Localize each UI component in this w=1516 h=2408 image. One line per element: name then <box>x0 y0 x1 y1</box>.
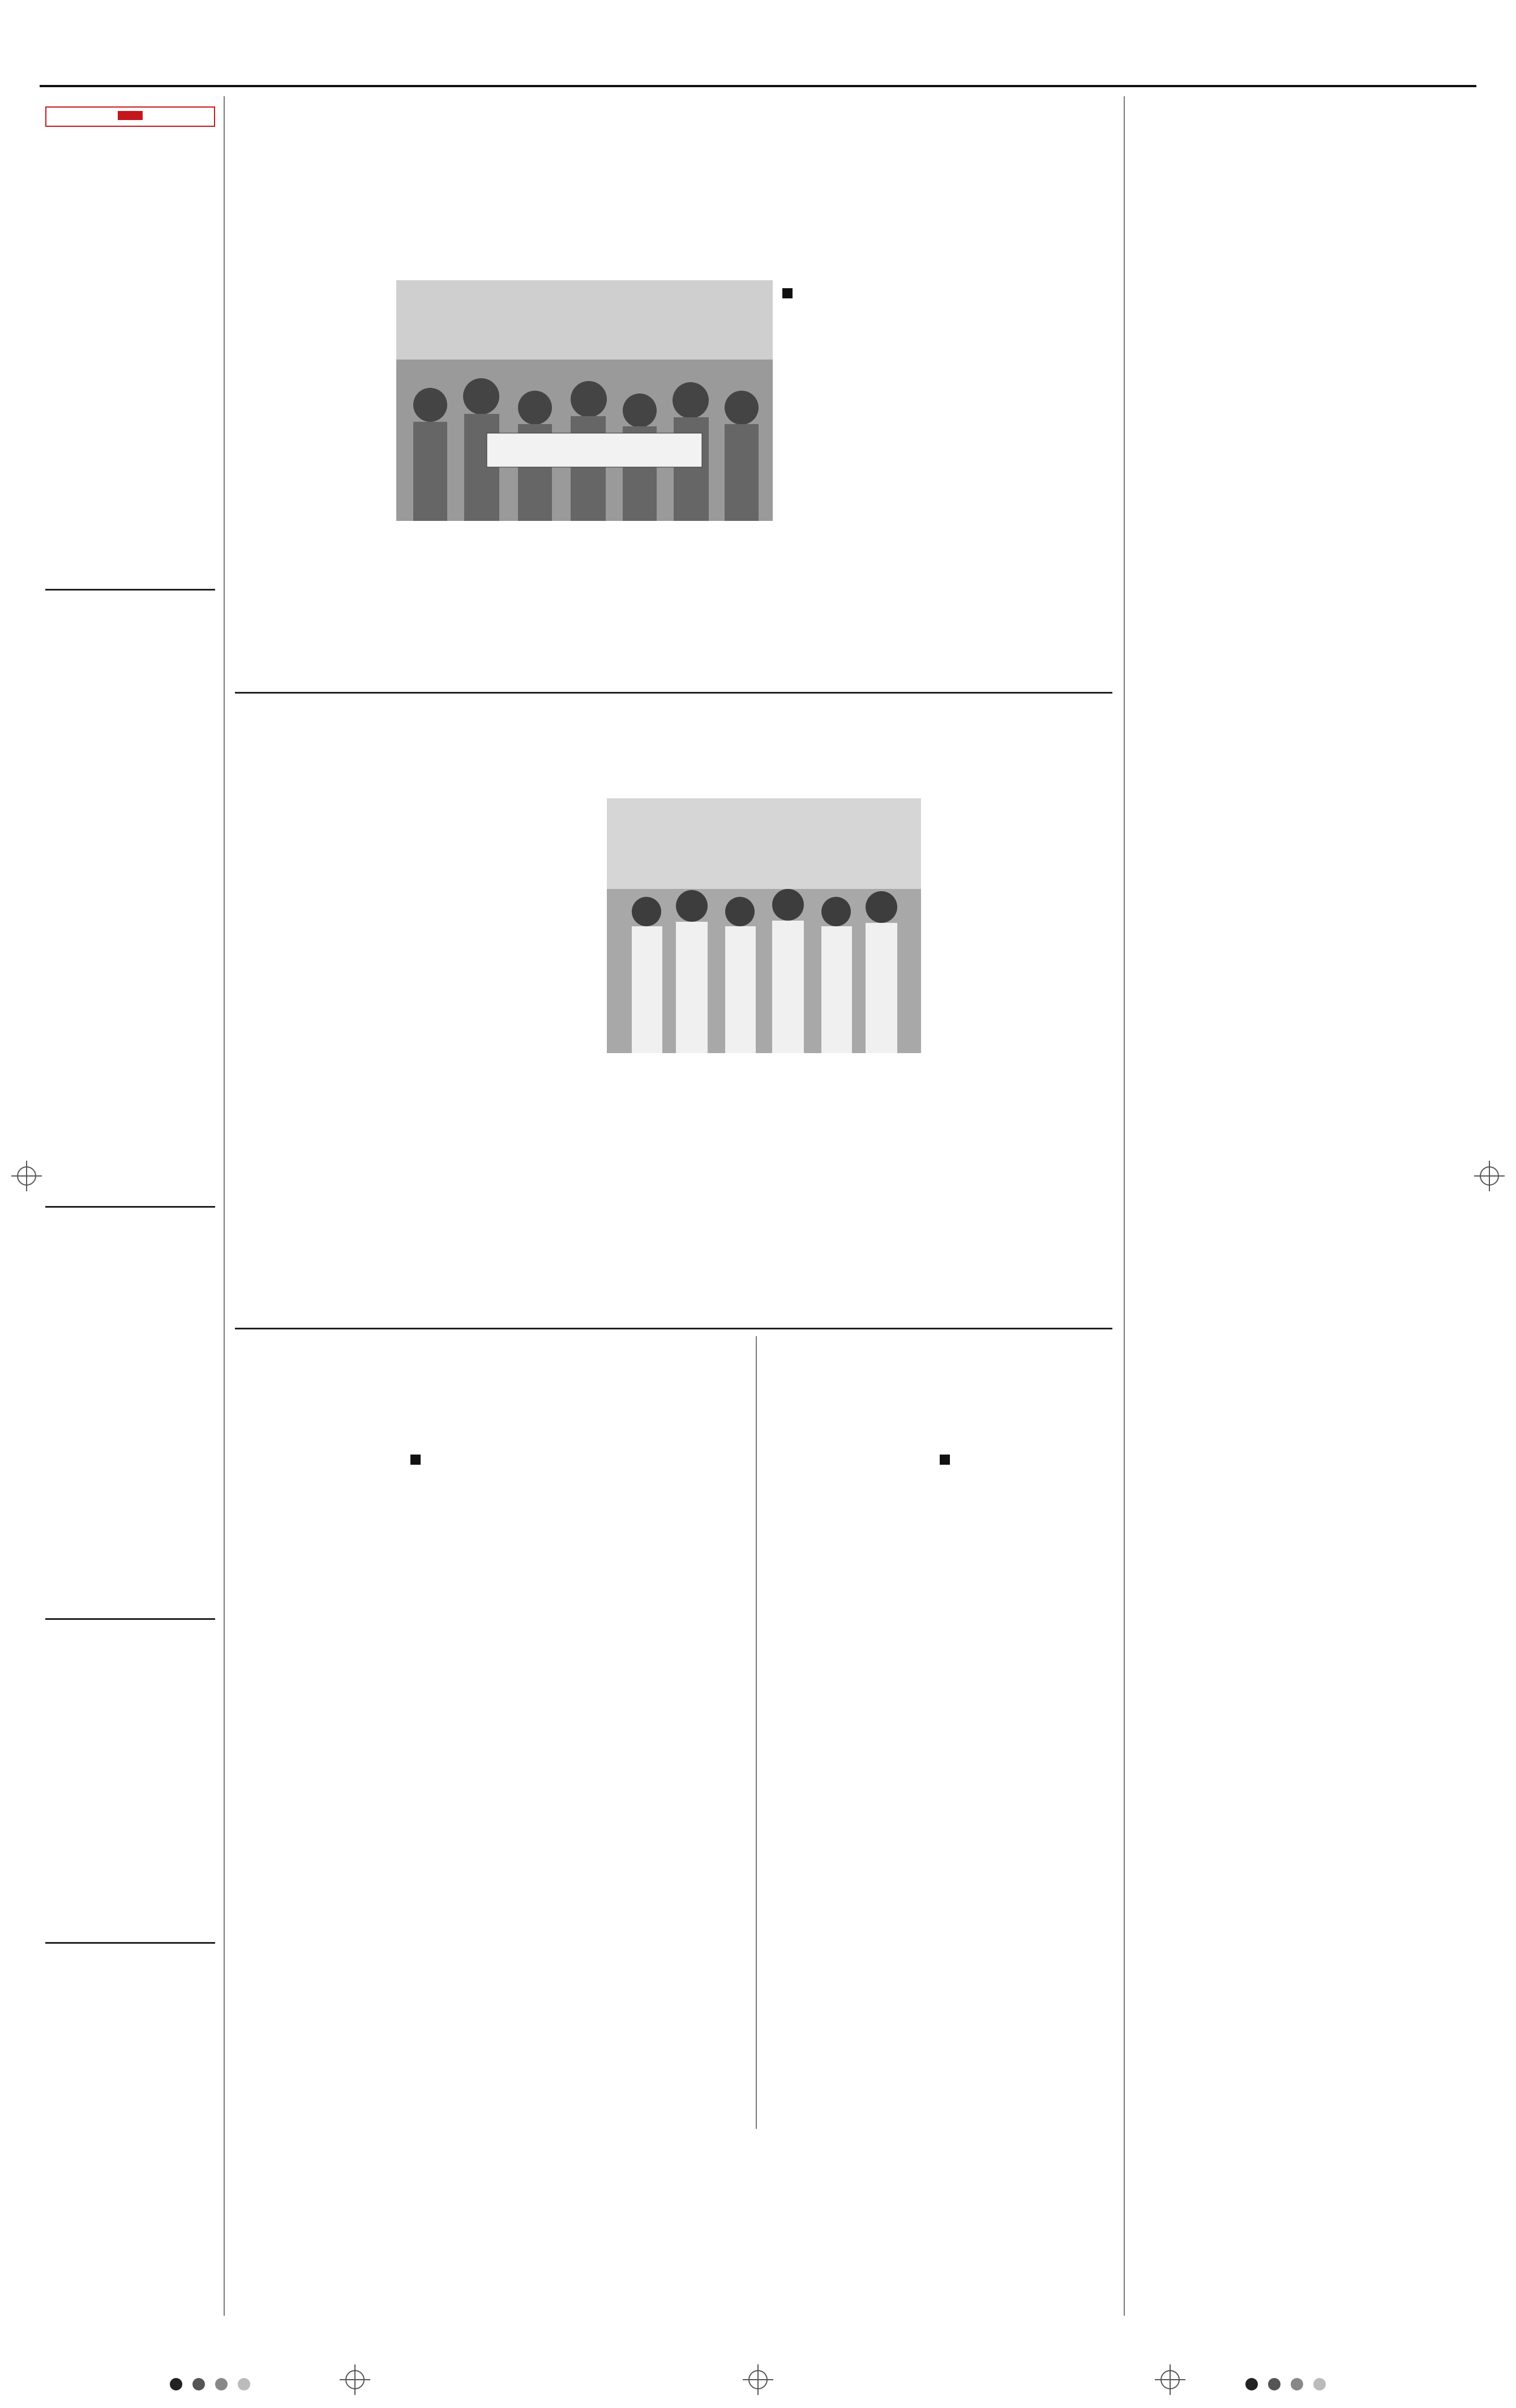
cmk-mark <box>1489 1619 1506 1651</box>
color-dot <box>192 2378 205 2390</box>
divider <box>235 692 1112 694</box>
color-dot <box>1291 2378 1303 2390</box>
divider <box>235 1328 1112 1329</box>
brief-body <box>45 602 215 1157</box>
color-dot <box>1313 2378 1326 2390</box>
ceremony-icon <box>607 798 921 1053</box>
crosshair-icon <box>1474 1161 1505 1191</box>
story1-col4 <box>945 280 1110 685</box>
color-dot <box>215 2378 228 2390</box>
brief-body <box>45 1629 215 1918</box>
story2-col1 <box>410 798 597 1319</box>
brief-item <box>45 1214 215 1592</box>
brief-item <box>45 1951 215 2305</box>
story5-col2 <box>410 1592 575 2130</box>
color-dot <box>1245 2378 1258 2390</box>
crosshair-icon <box>743 2364 773 2395</box>
divider <box>45 1206 215 1208</box>
story6-col2 <box>940 1613 1110 2130</box>
color-dot <box>1268 2378 1281 2390</box>
cmk-mark <box>1489 578 1506 609</box>
divider <box>45 589 215 591</box>
header-rule <box>40 85 1476 87</box>
left-briefs-column <box>45 106 215 127</box>
story2-col2 <box>607 1119 921 1320</box>
story3-body <box>235 777 399 1320</box>
square-bullet-icon <box>782 288 793 298</box>
divider <box>45 1618 215 1620</box>
story5-col1 <box>235 1445 399 2130</box>
story6-pullquote <box>940 1449 1110 1469</box>
color-dot <box>238 2378 250 2390</box>
cmk-mark <box>10 1619 27 1651</box>
crowd-icon <box>396 280 773 521</box>
column-rule <box>756 1336 757 2129</box>
column-rule <box>224 96 225 2316</box>
divider <box>45 1942 215 1944</box>
story5-col3 <box>583 1445 747 2130</box>
story5-pullquote <box>410 1449 575 1469</box>
story1-col2 <box>589 546 773 688</box>
brief-item <box>45 1626 215 1918</box>
brief-body <box>45 1954 215 2305</box>
story4-body <box>931 777 1110 1320</box>
column-rule <box>1124 96 1125 2316</box>
square-bullet-icon <box>410 1455 421 1465</box>
brief-item <box>45 597 215 1157</box>
brief-body <box>45 1218 215 1592</box>
cmk-mark <box>10 578 27 609</box>
brief-item <box>45 164 215 575</box>
story6-col1 <box>764 1445 928 2130</box>
square-bullet-icon <box>940 1455 950 1465</box>
story1-pullquote <box>782 283 935 302</box>
crosshair-icon <box>1155 2364 1185 2395</box>
brief-body <box>45 168 215 575</box>
story1-photo <box>396 280 773 521</box>
crosshair-icon <box>340 2364 370 2395</box>
story2-photo <box>607 798 921 1053</box>
briefs-label <box>118 111 143 120</box>
story1-col3 <box>782 403 935 686</box>
crosshair-icon <box>11 1161 42 1191</box>
color-dot <box>170 2378 182 2390</box>
